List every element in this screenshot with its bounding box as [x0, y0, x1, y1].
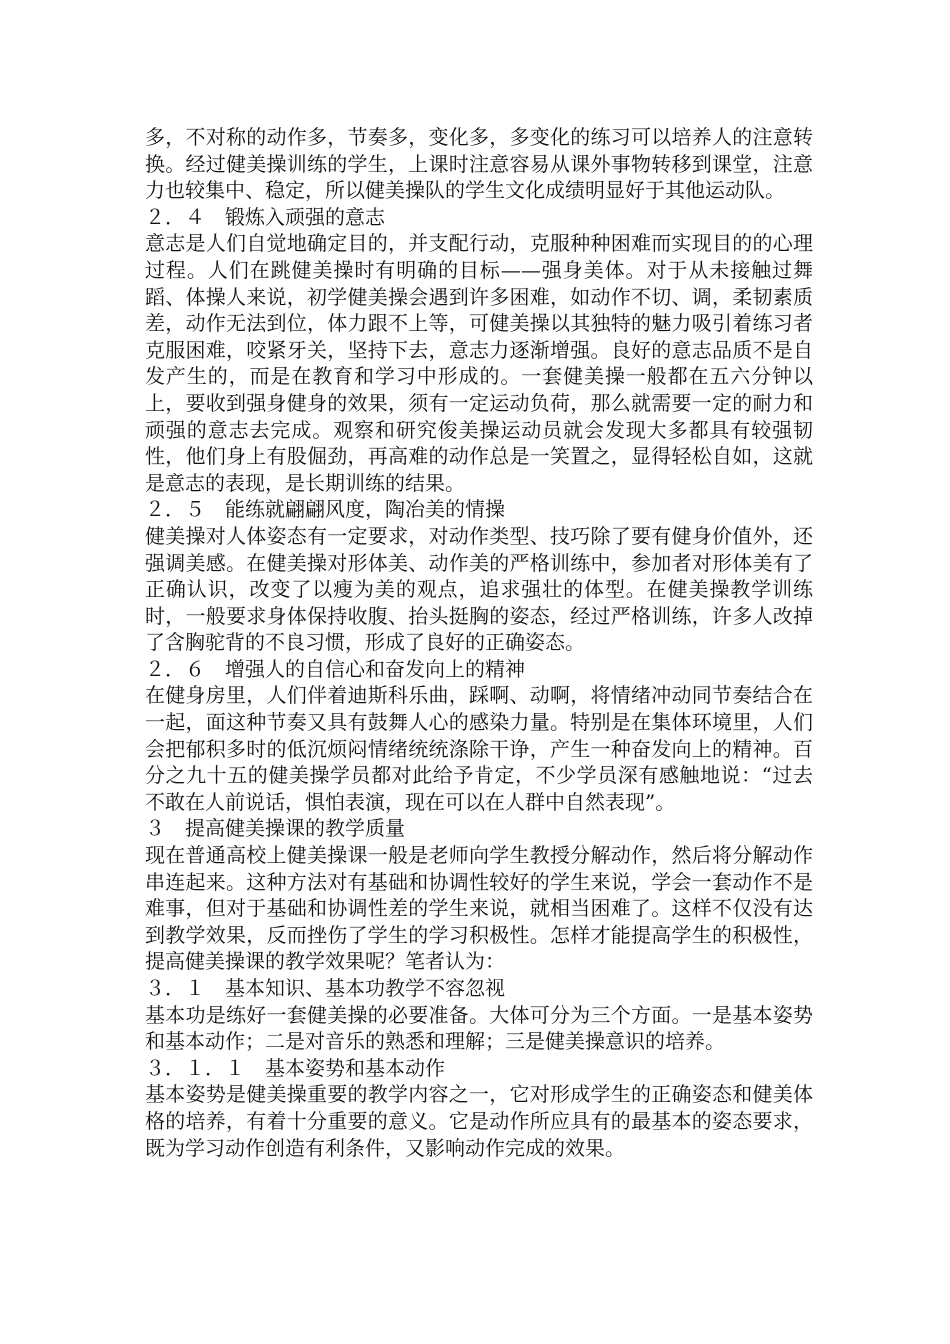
section-heading-2-6: ２．６ 增强人的自信心和奋发向上的精神	[145, 656, 525, 681]
section-heading-3-1-1: ３．１．１ 基本姿势和基本动作	[145, 1055, 445, 1080]
section-heading-2-5: ２．５ 能练就翩翩风度，陶冶美的情操	[145, 497, 505, 522]
paragraph-teaching-quality: 现在普通高校上健美操课一般是老师向学生教授分解动作，然后将分解动作串连起来。这种方法对有基础和协调性较好的学生来说，学会一套动作不是难事，但对于基础和协调性差的学生来说，就相当困难了。这样不仅没有达到教学效果，反而挫伤了学生的学习积极性。怎样才能提高学生的积极性，提高健美操课的教学效果呢？笔者认为：	[145, 843, 813, 974]
paragraph-confidence: 在健身房里，人们伴着迪斯科乐曲，踩啊、动啊，将情绪冲动同节奏结合在一起，面这种节奏又具有鼓舞人心的感染力量。特别是在集体环境里，人们会把郁积多时的低沉烦闷情绪统统涤除干诤，产生一种奋发向上的精神。百分之九十五的健美操学员都对此给予肯定，不少学员深有感触地说：“过去不敢在人前说话，惧怕表演，现在可以在人群中自然表现”。	[145, 683, 813, 814]
paragraph-attention: 多，不对称的动作多，节奏多，变化多，多变化的练习可以培养人的注意转换。经过健美操训练的学生，上课时注意容易从课外事物转移到课堂，注意力也较集中、稳定，所以健美操队的学生文化成绩明显好于其他运动队。	[145, 125, 813, 203]
paragraph-will: 意志是人们自觉地确定目的，并支配行动，克服种种困难而实现目的的心理过程。人们在跳健美操时有明确的目标——强身美体。对于从未接触过舞蹈、体操人来说，初学健美操会遇到许多困难，如动作不切、调，柔韧素质差，动作无法到位，体力跟不上等，可健美操以其独特的魅力吸引着练习者克服困难，咬紧牙关，坚持下去，意志力逐渐增强。良好的意志品质不是自发产生的，而是在教育和学习中形成的。一套健美操一般都在五六分钟以上，要收到强身健身的效果，须有一定运动负荷，那么就需要一定的耐力和顽强的意志去完成。观察和研究俊美操运动员就会发现大多都具有较强韧性，他们身上有股倔劲，再高难的动作总是一笑置之，显得轻松自如，这就是意志的表现，是长期训练的结果。	[145, 231, 813, 495]
paragraph-basic-posture: 基本姿势是健美操重要的教学内容之一，它对形成学生的正确姿态和健美体格的培养，有着十分重要的意义。它是动作所应具有的最基本的姿态要求，既为学习动作创造有利条件，又影响动作完成的效果。	[145, 1082, 813, 1160]
document-body	[145, 124, 813, 1161]
section-heading-2-4: ２．４ 锻炼入顽强的意志	[145, 204, 385, 229]
paragraph-basic-skills: 基本功是练好一套健美操的必要准备。大体可分为三个方面。一是基本姿势和基本动作；二是对音乐的熟悉和理解；三是健美操意识的培养。	[145, 1002, 813, 1054]
section-heading-3-1: ３．１ 基本知识、基本功教学不容忽视	[145, 976, 505, 1000]
section-heading-3: ３ 提高健美操课的教学质量	[145, 816, 405, 841]
paragraph-posture: 健美操对人体姿态有一定要求，对动作类型、技巧除了要有健身价值外，还强调美感。在健美操对形体美、动作美的严格训练中，参加者对形体美有了正确认识，改变了以瘦为美的观点，追求强壮的体型。在健美操教学训练时，一般要求身体保持收腹、抬头挺胸的姿态，经过严格训练，许多人改掉了含胸驼背的不良习惯，形成了良好的正确姿态。	[145, 523, 813, 655]
